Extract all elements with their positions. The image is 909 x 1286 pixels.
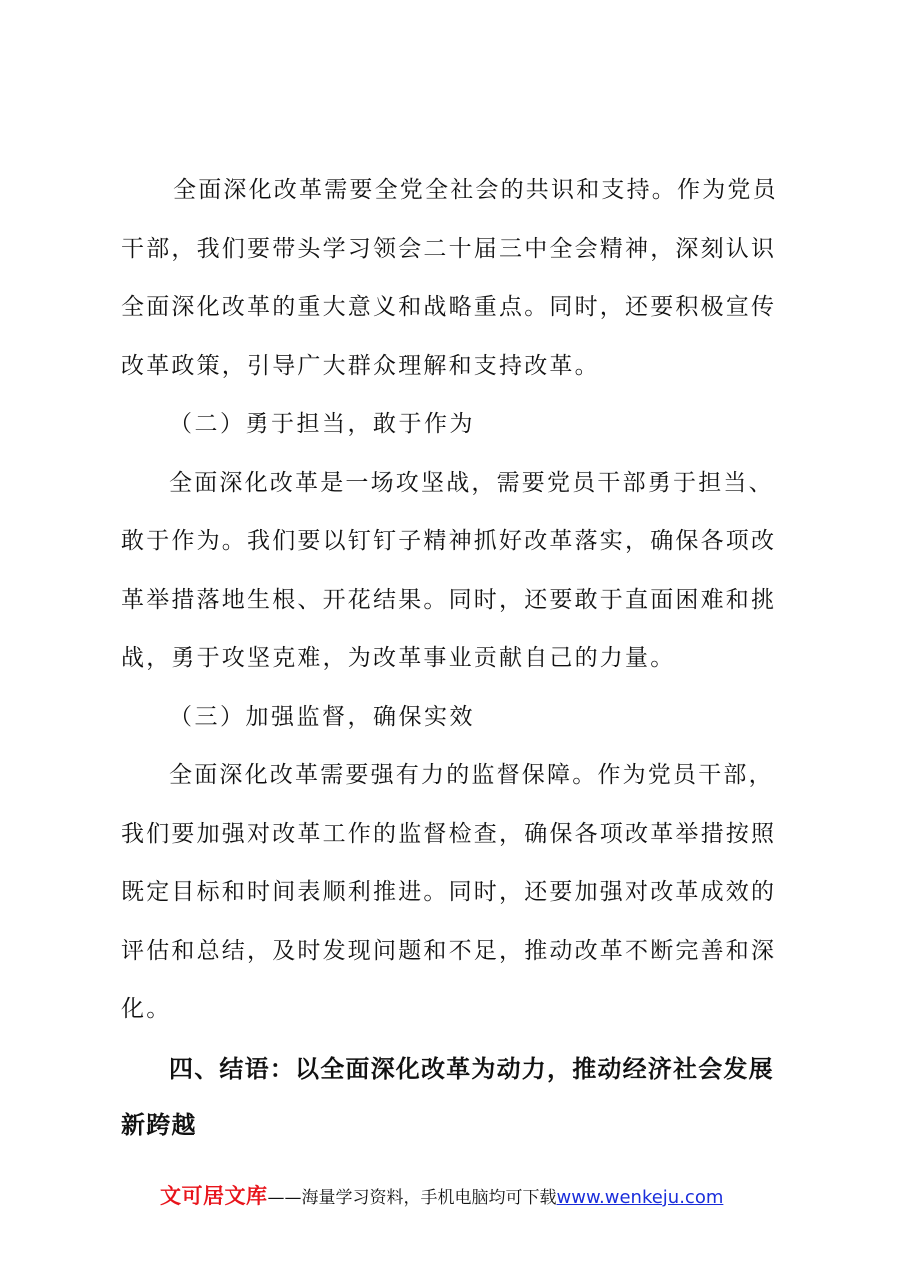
paragraph-responsibility: 全面深化改革是一场攻坚战，需要党员干部勇于担当、敢于作为。我们要以钉钉子精神抓好改革落实，确保各项改革举措落地生根、开花结果。同时，还要敢于直面困难和挑战，勇于攻坚克难，为改革事业贡献自己的力量。 [121,469,777,671]
footer-site-link[interactable]: www.wenkeju.com [556,1187,724,1208]
paragraph-supervision: 全面深化改革需要强有力的监督保障。作为党员干部，我们要加强对改革工作的监督检查，确保各项改革举措按照既定目标和时间表顺利推进。同时，还要加强对改革成效的评估和总结，及时发现问题和不足，推动改革不断完善和深化。 [121,762,777,1022]
document-body [121,161,786,1153]
footer-banner [160,1181,723,1213]
subheading-responsibility: （二）勇于担当，敢于作为 [169,411,475,437]
paragraph-consensus: 全面深化改革需要全党全社会的共识和支持。作为党员干部，我们要带头学习领会二十届三中全会精神，深刻认识全面深化改革的重大意义和战略重点。同时，还要积极宣传改革政策，引导广大群众理解和支持改革。 [121,177,778,379]
footer-slogan: ——海量学习资料，手机电脑均可下载 [267,1188,557,1208]
section-title-conclusion: 四、结语：以全面深化改革为动力，推动经济社会发展新跨越 [121,1054,774,1139]
subheading-supervision: （三）加强监督，确保实效 [169,703,475,730]
footer-brand: 文可居文库 [160,1184,268,1208]
